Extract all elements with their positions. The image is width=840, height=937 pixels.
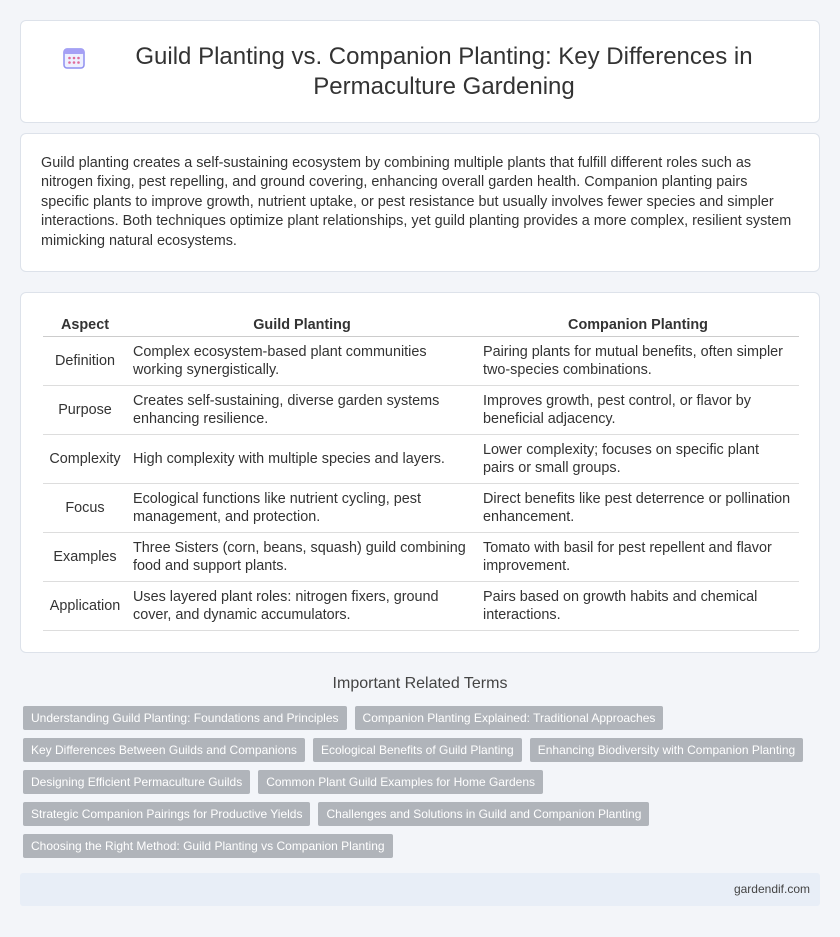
table-header-row [43, 313, 799, 336]
table-row [43, 336, 799, 385]
column-header-companion: Companion Planting [477, 313, 799, 336]
table-row [43, 483, 799, 532]
related-terms-heading: Important Related Terms [332, 675, 508, 692]
companion-cell: Pairing plants for mutual benefits, often simpler two-species combinations. [477, 336, 799, 385]
header [21, 21, 819, 122]
intro-card [20, 133, 820, 272]
intro-paragraph: Guild planting creates a self-sustaining ecosystem by combining multiple plants that fulfill different roles such as nitrogen fixing, pest repelling, and ground covering, enhancing overall garden health. Companion planting pairs specific plants to improve growth, nutrient uptake, or pest resistance but usually involves fewer species and simpler interactions. Both techniques optimize plant relationships, yet guild planting provides a more complex, resilient system mimicking natural ecosystems. [41, 155, 792, 249]
guild-cell: Ecological functions like nutrient cycling, pest management, and protection. [127, 483, 477, 532]
page-title: Guild Planting vs. Companion Planting: Key Differences in Permaculture Gardening [135, 42, 753, 100]
related-term-tag[interactable]: Strategic Companion Pairings for Productive Yields [23, 802, 310, 826]
related-term-tag[interactable]: Enhancing Biodiversity with Companion Planting [530, 738, 803, 762]
aspect-cell: Application [43, 581, 127, 630]
table-row [43, 532, 799, 581]
related-terms-list [23, 706, 813, 858]
aspect-cell: Definition [43, 336, 127, 385]
related-term-tag[interactable]: Designing Efficient Permaculture Guilds [23, 770, 250, 794]
comparison-table-card [20, 292, 820, 653]
guild-cell: Uses layered plant roles: nitrogen fixers, ground cover, and dynamic accumulators. [127, 581, 477, 630]
comparison-table [43, 313, 799, 631]
footer-site-name: gardendif.com [733, 882, 810, 896]
aspect-cell: Focus [43, 483, 127, 532]
aspect-cell: Purpose [43, 385, 127, 434]
companion-cell: Direct benefits like pest deterrence or pollination enhancement. [477, 483, 799, 532]
header-card [20, 20, 820, 123]
table-row [43, 434, 799, 483]
column-header-guild: Guild Planting [127, 313, 477, 336]
guild-cell: Creates self-sustaining, diverse garden systems enhancing resilience. [127, 385, 477, 434]
related-term-tag[interactable]: Ecological Benefits of Guild Planting [313, 738, 522, 762]
guild-cell: Three Sisters (corn, beans, squash) guild combining food and support plants. [127, 532, 477, 581]
column-header-aspect: Aspect [43, 313, 127, 336]
table-row [43, 385, 799, 434]
companion-cell: Improves growth, pest control, or flavor by beneficial adjacency. [477, 385, 799, 434]
guild-cell: Complex ecosystem-based plant communities working synergistically. [127, 336, 477, 385]
footer [20, 873, 820, 906]
aspect-cell: Examples [43, 532, 127, 581]
table-row [43, 581, 799, 630]
related-term-tag[interactable]: Common Plant Guild Examples for Home Gardens [258, 770, 543, 794]
companion-cell: Pairs based on growth habits and chemical interactions. [477, 581, 799, 630]
related-term-tag[interactable]: Key Differences Between Guilds and Companions [23, 738, 305, 762]
companion-cell: Tomato with basil for pest repellent and flavor improvement. [477, 532, 799, 581]
related-term-tag[interactable]: Understanding Guild Planting: Foundations and Principles [23, 706, 347, 730]
related-term-tag[interactable]: Choosing the Right Method: Guild Planting vs Companion Planting [23, 834, 393, 858]
related-term-tag[interactable]: Companion Planting Explained: Traditional Approaches [355, 706, 664, 730]
calendar-grid-icon [61, 45, 87, 71]
guild-cell: High complexity with multiple species and layers. [127, 434, 477, 483]
companion-cell: Lower complexity; focuses on specific plant pairs or small groups. [477, 434, 799, 483]
aspect-cell: Complexity [43, 434, 127, 483]
related-term-tag[interactable]: Challenges and Solutions in Guild and Companion Planting [318, 802, 649, 826]
